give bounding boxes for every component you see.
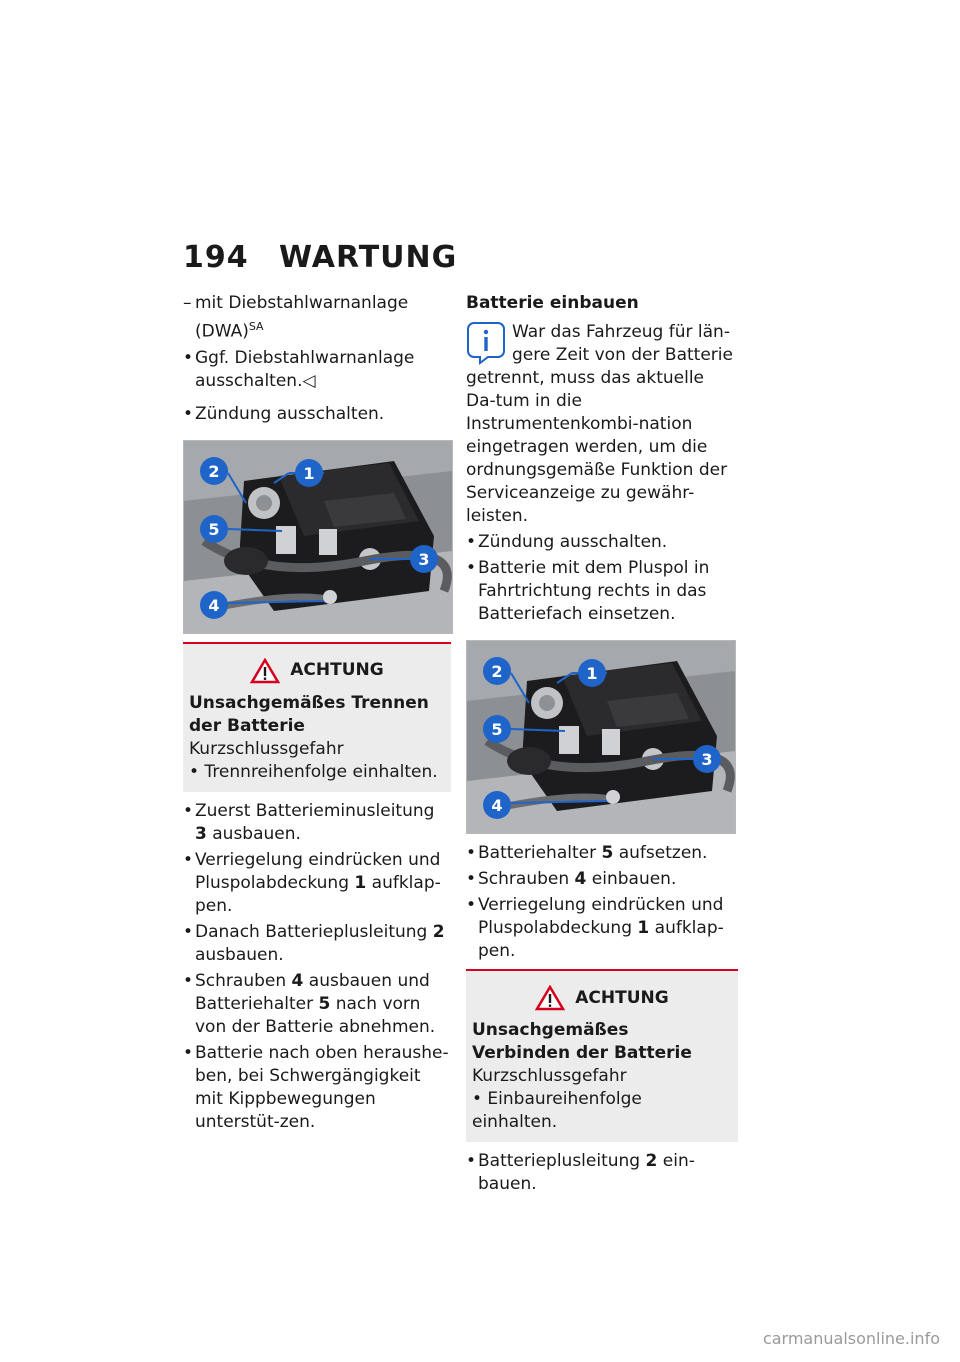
svg-text:4: 4 bbox=[208, 595, 220, 615]
warning-triangle-icon bbox=[535, 985, 565, 1011]
step-remove-holder: • Schrauben 4 ausbauen und Batteriehalter 5 nach vorn von der Batterie abnehmen. bbox=[183, 970, 451, 1039]
svg-text:2: 2 bbox=[208, 461, 220, 481]
info-note bbox=[466, 321, 738, 528]
step-fit-holder: • Batteriehalter 5 aufsetzen. bbox=[466, 842, 738, 865]
warning-item: • Einbaureihenfolge einhalten. bbox=[472, 1089, 642, 1132]
callout-2 bbox=[200, 457, 228, 485]
callout-1 bbox=[578, 659, 606, 687]
warning-title: Unsachgemäßes Verbinden der Batterie bbox=[472, 1020, 692, 1063]
svg-text:1: 1 bbox=[303, 463, 315, 483]
sa-superscript: SA bbox=[248, 320, 264, 333]
warning-item: • Trennreihenfolge einhalten. bbox=[189, 761, 438, 782]
battery-removal-figure bbox=[183, 440, 453, 634]
info-text: War das Fahrzeug für län-gere Zeit von der Batterie getrennt, muss das aktuelle Da-tum in die Instrumentenkombi-nation eingetragen werden, um die ordnungsgemäße Funktion der Serviceanzeige zu gewähr-leisten. bbox=[466, 322, 733, 526]
step-install-screws: • Schrauben 4 einbauen. bbox=[466, 868, 738, 891]
warning-title: Unsachgemäßes Trennen der Batterie bbox=[189, 692, 429, 736]
warning-label: ACHTUNG bbox=[575, 987, 669, 1008]
page-header bbox=[183, 240, 457, 275]
page-title: WARTUNG bbox=[279, 240, 458, 275]
svg-text:1: 1 bbox=[586, 664, 598, 683]
svg-text:5: 5 bbox=[491, 720, 503, 739]
battery-photo-illustration-2 bbox=[467, 641, 735, 833]
battery-installation-figure bbox=[466, 640, 736, 834]
callout-5 bbox=[483, 715, 511, 743]
step-insert-battery: • Batterie mit dem Pluspol in Fahrtrichtung rechts in das Batteriefach einsetzen. bbox=[466, 557, 738, 626]
warning-triangle-icon bbox=[250, 658, 280, 684]
step-remove-minus: • Zuerst Batterieminusleitung 3 ausbauen. bbox=[183, 800, 451, 846]
callout-4 bbox=[483, 791, 511, 819]
footer-watermark: carmanualsonline.info bbox=[762, 1329, 940, 1348]
battery-photo-illustration bbox=[184, 441, 452, 633]
warning-box-disconnect bbox=[183, 642, 451, 792]
step-lift-battery: • Batterie nach oben heraushe-ben, bei Schwergängigkeit mit Kippbewegungen unterstüt-zen. bbox=[183, 1042, 451, 1134]
svg-text:3: 3 bbox=[418, 549, 430, 569]
step-dwa-off: • Ggf. Diebstahlwarnanlage ausschalten.◁ bbox=[183, 347, 451, 393]
step-ignition-off-2: • Zündung ausschalten. bbox=[466, 531, 738, 554]
page-number: 194 bbox=[183, 240, 249, 275]
dwa-condition: – mit Diebstahlwarnanlage (DWA)$^{SA}$ bbox=[183, 292, 451, 344]
callout-1 bbox=[295, 459, 323, 487]
left-column bbox=[183, 292, 451, 1137]
right-column bbox=[466, 292, 738, 1199]
warning-label: ACHTUNG bbox=[290, 660, 384, 681]
callout-2 bbox=[483, 657, 511, 685]
step-open-cover-2: • Verriegelung eindrücken und Pluspolabdeckung 1 aufklap-pen. bbox=[466, 894, 738, 963]
step-ignition-off: • Zündung ausschalten. bbox=[183, 403, 451, 426]
callout-4 bbox=[200, 591, 228, 619]
callout-3 bbox=[410, 545, 438, 573]
svg-text:4: 4 bbox=[491, 796, 503, 815]
warning-box-connect bbox=[466, 969, 738, 1142]
step-open-cover: • Verriegelung eindrücken und Pluspolabdeckung 1 aufklap-pen. bbox=[183, 849, 451, 918]
step-install-plus: • Batterieplusleitung 2 ein-bauen. bbox=[466, 1150, 738, 1196]
callout-5 bbox=[200, 515, 228, 543]
info-icon bbox=[466, 321, 506, 365]
svg-text:5: 5 bbox=[208, 519, 220, 539]
svg-text:3: 3 bbox=[701, 750, 713, 769]
section-heading: Batterie einbauen bbox=[466, 293, 639, 313]
warning-subtitle: Kurzschlussgefahr bbox=[189, 738, 344, 759]
end-mark-icon: ◁ bbox=[302, 370, 316, 391]
step-remove-plus: • Danach Batterieplusleitung 2 ausbauen. bbox=[183, 921, 451, 967]
callout-3 bbox=[693, 745, 721, 773]
svg-text:2: 2 bbox=[491, 662, 503, 681]
warning-subtitle: Kurzschlussgefahr bbox=[472, 1066, 627, 1086]
